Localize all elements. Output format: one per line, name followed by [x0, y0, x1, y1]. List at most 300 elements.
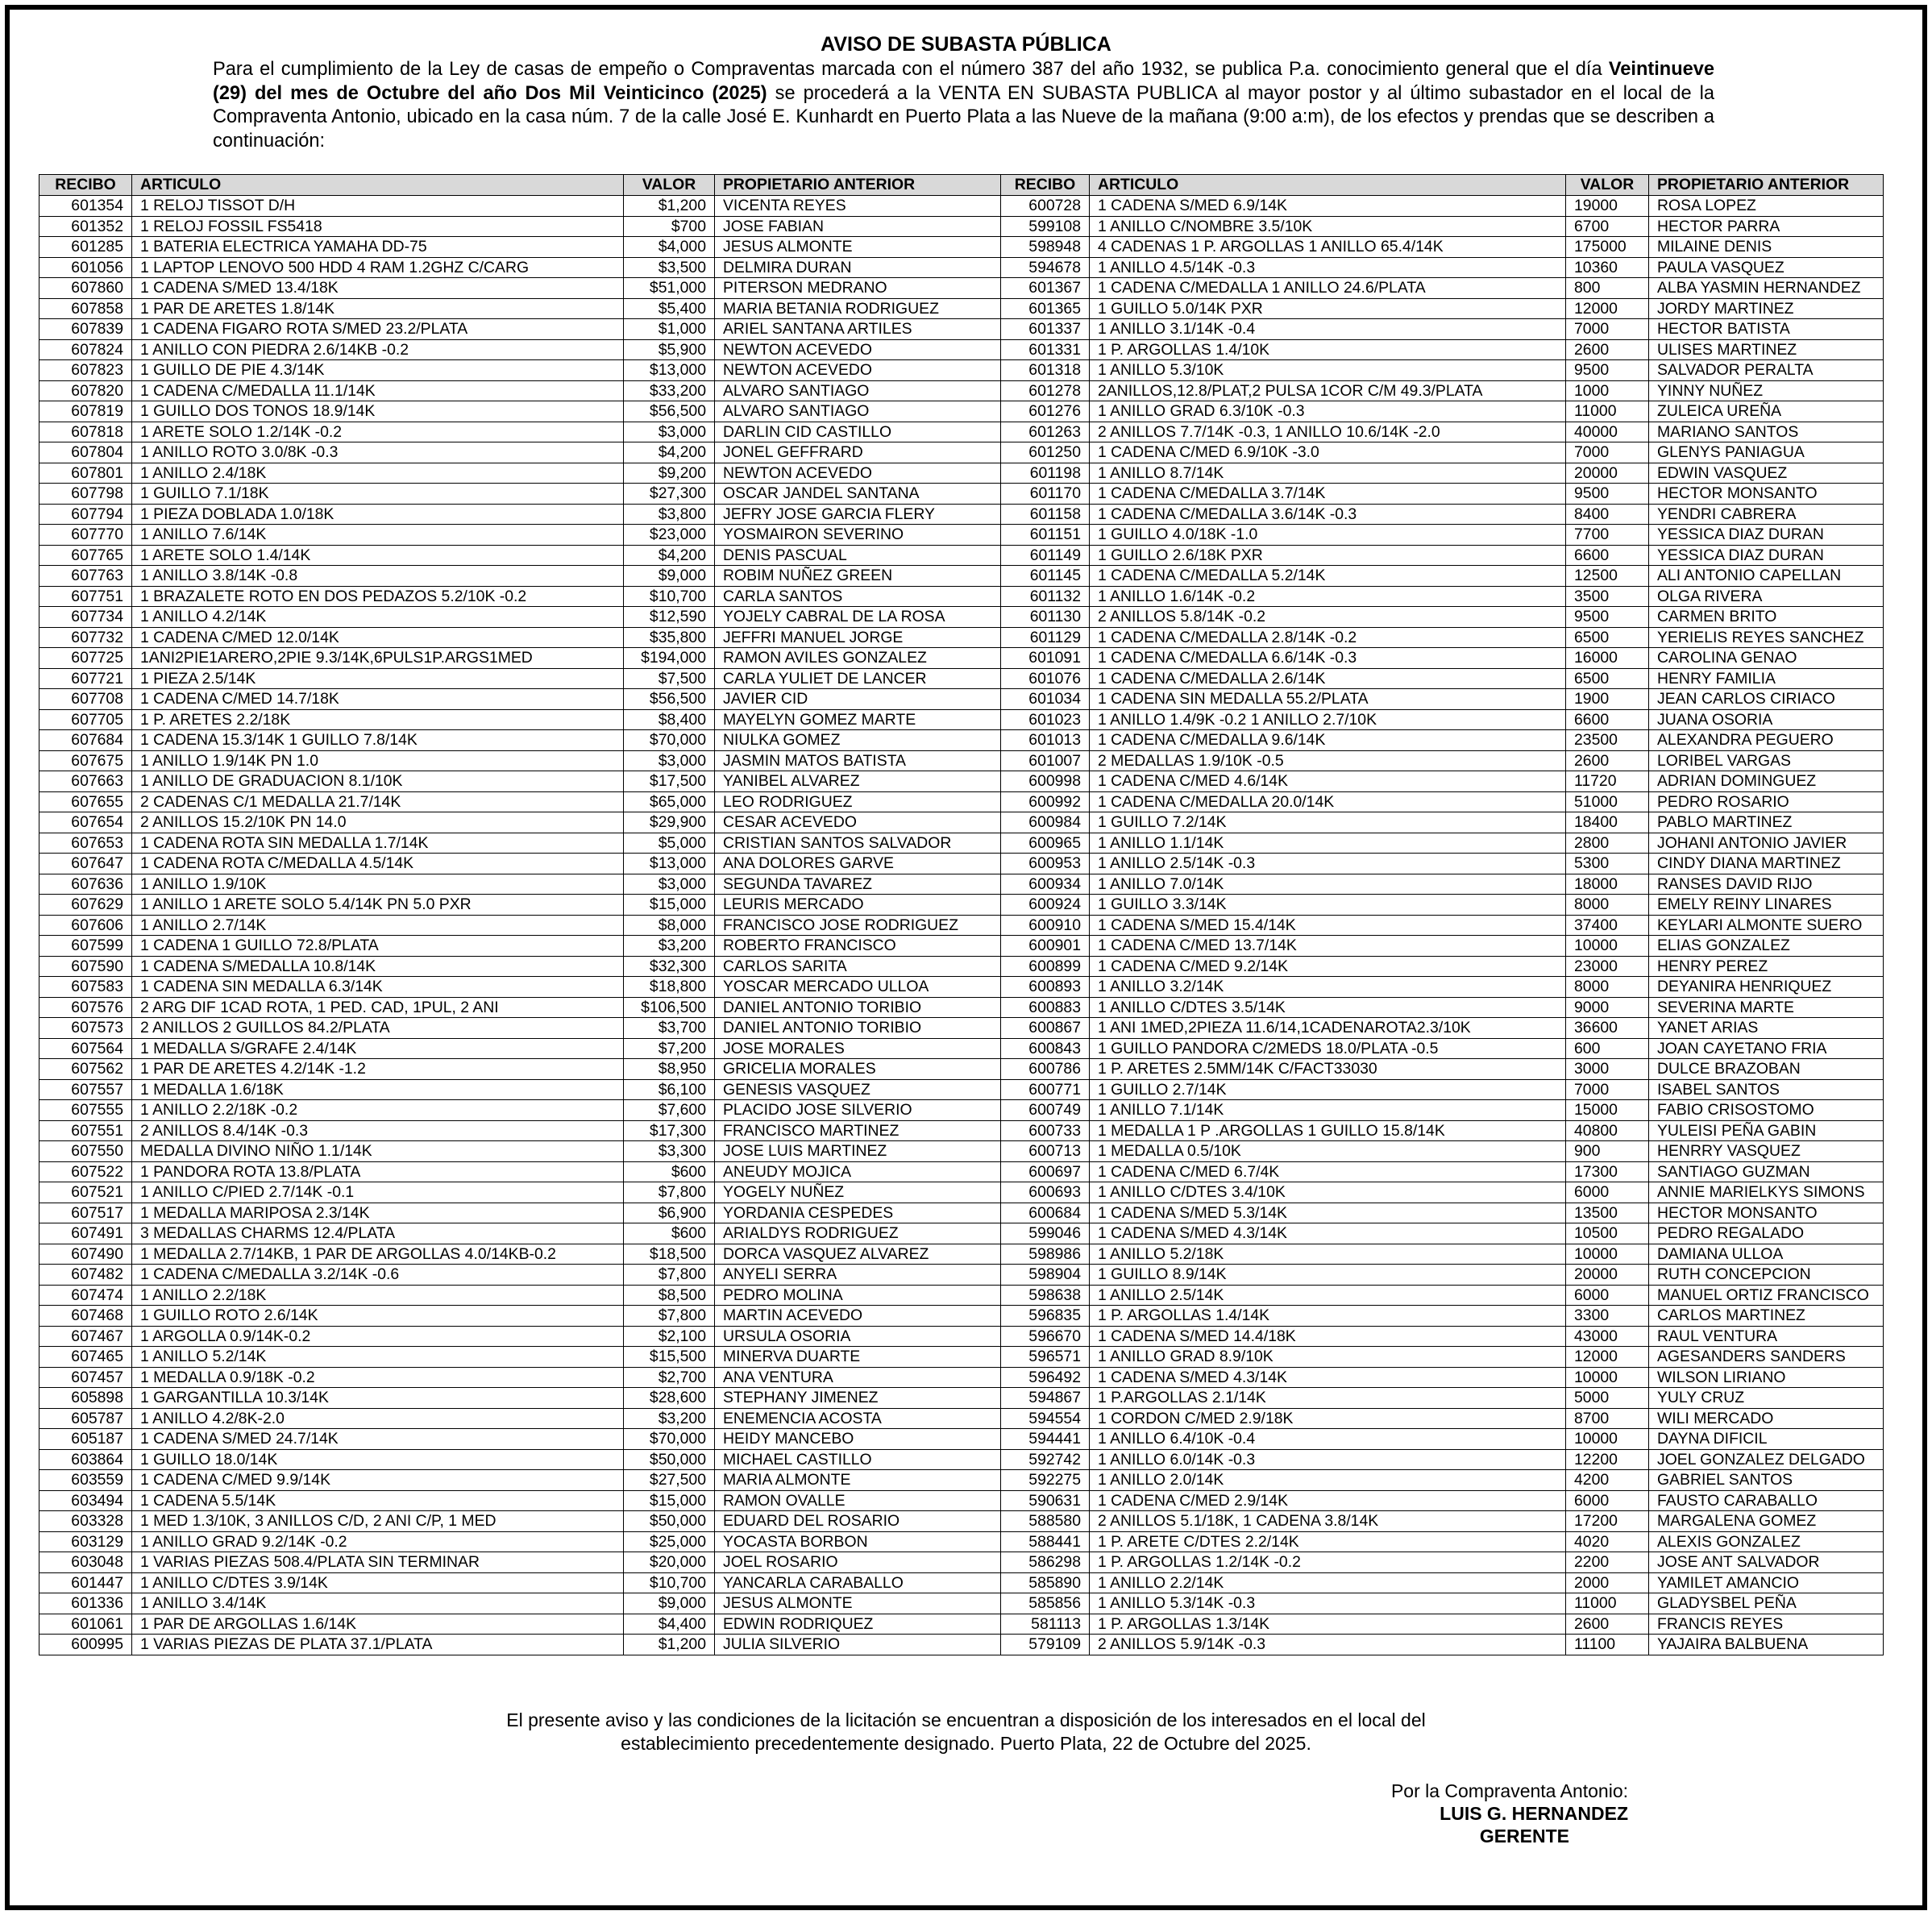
cell-articulo: 1 ANILLO 1.9/10K	[132, 874, 624, 895]
cell-valor-2: 6500	[1566, 627, 1649, 648]
cell-articulo: 2 ANILLOS 2 GUILLOS 84.2/PLATA	[132, 1018, 624, 1039]
cell-valor: $10,700	[624, 586, 715, 607]
cell-recibo: 607655	[39, 791, 132, 812]
table-row	[39, 709, 1884, 730]
cell-recibo: 607801	[39, 463, 132, 484]
cell-recibo: 607557	[39, 1079, 132, 1100]
cell-articulo-2: 2 ANILLOS 5.8/14K -0.2	[1090, 607, 1566, 628]
cell-valor: $3,200	[624, 936, 715, 957]
cell-propietario: ANEUDY MOJICA	[715, 1161, 1001, 1182]
cell-recibo-2: 601013	[1001, 730, 1090, 751]
cell-articulo: 1 ARGOLLA 0.9/14K-0.2	[132, 1326, 624, 1347]
cell-valor: $13,000	[624, 360, 715, 381]
col-header-propietario: PROPIETARIO ANTERIOR	[715, 175, 1001, 196]
table-row	[39, 977, 1884, 998]
cell-articulo: 1 ANILLO 3.8/14K -0.8	[132, 566, 624, 587]
cell-recibo-2: 594554	[1001, 1408, 1090, 1429]
table-row	[39, 401, 1884, 422]
cell-articulo: 2 ANILLOS 8.4/14K -0.3	[132, 1120, 624, 1141]
cell-articulo: 1 ANILLO 4.2/8K-2.0	[132, 1408, 624, 1429]
cell-valor: $3,200	[624, 1408, 715, 1429]
cell-propietario: YOSCAR MERCADO ULLOA	[715, 977, 1001, 998]
cell-recibo-2: 600992	[1001, 791, 1090, 812]
cell-articulo: 1 ANILLO 1.9/14K PN 1.0	[132, 750, 624, 771]
cell-valor: $7,600	[624, 1100, 715, 1121]
cell-valor: $33,200	[624, 380, 715, 401]
table-row	[39, 730, 1884, 751]
cell-propietario: STEPHANY JIMENEZ	[715, 1388, 1001, 1409]
cell-recibo: 601285	[39, 237, 132, 258]
cell-articulo: 1 ANILLO CON PIEDRA 2.6/14KB -0.2	[132, 339, 624, 360]
cell-propietario: DANIEL ANTONIO TORIBIO	[715, 997, 1001, 1018]
cell-valor: $3,000	[624, 422, 715, 442]
cell-valor: $5,900	[624, 339, 715, 360]
cell-valor-2: 10000	[1566, 1429, 1649, 1450]
cell-articulo: 1 GUILLO DE PIE 4.3/14K	[132, 360, 624, 381]
cell-propietario-2: HECTOR MONSANTO	[1649, 484, 1884, 505]
cell-recibo-2: 601337	[1001, 319, 1090, 340]
cell-recibo-2: 586298	[1001, 1552, 1090, 1573]
cell-propietario: RAMON OVALLE	[715, 1490, 1001, 1511]
cell-recibo-2: 601149	[1001, 545, 1090, 566]
cell-recibo-2: 600843	[1001, 1038, 1090, 1059]
cell-propietario-2: ALBA YASMIN HERNANDEZ	[1649, 278, 1884, 299]
cell-recibo: 605787	[39, 1408, 132, 1429]
cell-propietario: EDUARD DEL ROSARIO	[715, 1511, 1001, 1532]
cell-valor-2: 5000	[1566, 1388, 1649, 1409]
col-header-articulo: ARTICULO	[132, 175, 624, 196]
cell-recibo-2: 600910	[1001, 915, 1090, 936]
cell-recibo-2: 601129	[1001, 627, 1090, 648]
table-row	[39, 1593, 1884, 1614]
table-row	[39, 648, 1884, 669]
cell-articulo: 1 CADENA 5.5/14K	[132, 1490, 624, 1511]
cell-valor-2: 13500	[1566, 1203, 1649, 1223]
cell-valor-2: 3000	[1566, 1059, 1649, 1080]
cell-propietario-2: ISABEL SANTOS	[1649, 1079, 1884, 1100]
cell-valor-2: 4020	[1566, 1531, 1649, 1552]
cell-articulo-2: 1 MEDALLA 0.5/10K	[1090, 1141, 1566, 1162]
cell-propietario: LEO RODRIGUEZ	[715, 791, 1001, 812]
cell-articulo: 1 CADENA C/MED 12.0/14K	[132, 627, 624, 648]
cell-valor-2: 3300	[1566, 1306, 1649, 1327]
cell-articulo-2: 1 CADENA C/MEDALLA 20.0/14K	[1090, 791, 1566, 812]
table-row	[39, 1306, 1884, 1327]
table-row	[39, 545, 1884, 566]
cell-propietario: CARLA SANTOS	[715, 586, 1001, 607]
table-row	[39, 525, 1884, 546]
cell-articulo: 1 PAR DE ARETES 1.8/14K	[132, 298, 624, 319]
table-row	[39, 812, 1884, 833]
cell-articulo-2: 1 ANILLO 1.6/14K -0.2	[1090, 586, 1566, 607]
cell-valor: $5,400	[624, 298, 715, 319]
cell-propietario-2: AGESANDERS SANDERS	[1649, 1347, 1884, 1368]
signature-role: GERENTE	[1479, 1826, 1569, 1846]
cell-articulo: 1 ANILLO 7.6/14K	[132, 525, 624, 546]
cell-articulo-2: 1 CADENA C/MEDALLA 9.6/14K	[1090, 730, 1566, 751]
cell-propietario: DELMIRA DURAN	[715, 257, 1001, 278]
cell-articulo-2: 1 P. ARGOLLAS 1.2/14K -0.2	[1090, 1552, 1566, 1573]
cell-recibo-2: 598904	[1001, 1265, 1090, 1286]
cell-articulo-2: 1 CADENA C/MED 4.6/14K	[1090, 771, 1566, 792]
cell-valor: $7,800	[624, 1306, 715, 1327]
cell-articulo: 1 CADENA ROTA C/MEDALLA 4.5/14K	[132, 854, 624, 874]
cell-propietario: MICHAEL CASTILLO	[715, 1449, 1001, 1470]
cell-valor: $17,300	[624, 1120, 715, 1141]
cell-valor-2: 23500	[1566, 730, 1649, 751]
cell-valor: $56,500	[624, 401, 715, 422]
cell-articulo-2: 1 ANILLO 5.3/14K -0.3	[1090, 1593, 1566, 1614]
cell-valor: $8,400	[624, 709, 715, 730]
cell-recibo-2: 600693	[1001, 1182, 1090, 1203]
cell-recibo: 607654	[39, 812, 132, 833]
cell-articulo-2: 1 CADENA C/MED 13.7/14K	[1090, 936, 1566, 957]
cell-articulo-2: 2 ANILLOS 5.1/18K, 1 CADENA 3.8/14K	[1090, 1511, 1566, 1532]
cell-articulo: 1ANI2PIE1ARERO,2PIE 9.3/14K,6PULS1P.ARGS1MED	[132, 648, 624, 669]
cell-valor: $3,800	[624, 504, 715, 525]
cell-valor-2: 17200	[1566, 1511, 1649, 1532]
cell-recibo: 607819	[39, 401, 132, 422]
table-row	[39, 380, 1884, 401]
cell-valor: $9,200	[624, 463, 715, 484]
cell-recibo-2: 585890	[1001, 1572, 1090, 1593]
table-row	[39, 771, 1884, 792]
table-row	[39, 895, 1884, 916]
cell-propietario-2: PEDRO ROSARIO	[1649, 791, 1884, 812]
cell-recibo-2: 600684	[1001, 1203, 1090, 1223]
cell-articulo-2: 1 ANILLO 2.0/14K	[1090, 1470, 1566, 1491]
table-row	[39, 1572, 1884, 1593]
table-row	[39, 1141, 1884, 1162]
cell-articulo: 1 ANILLO 2.7/14K	[132, 915, 624, 936]
cell-valor-2: 23000	[1566, 956, 1649, 977]
cell-recibo-2: 601331	[1001, 339, 1090, 360]
cell-recibo: 601352	[39, 216, 132, 237]
cell-propietario-2: FRANCIS REYES	[1649, 1614, 1884, 1635]
cell-recibo-2: 601091	[1001, 648, 1090, 669]
cell-recibo-2: 601365	[1001, 298, 1090, 319]
cell-propietario-2: MARIANO SANTOS	[1649, 422, 1884, 442]
cell-propietario: OSCAR JANDEL SANTANA	[715, 484, 1001, 505]
cell-articulo: 1 CADENA S/MED 24.7/14K	[132, 1429, 624, 1450]
table-row	[39, 1490, 1884, 1511]
cell-recibo: 605187	[39, 1429, 132, 1450]
cell-recibo-2: 585856	[1001, 1593, 1090, 1614]
table-row	[39, 1326, 1884, 1347]
cell-valor-2: 19000	[1566, 196, 1649, 217]
cell-propietario-2: YESSICA DIAZ DURAN	[1649, 545, 1884, 566]
cell-propietario: JEFFRI MANUEL JORGE	[715, 627, 1001, 648]
cell-articulo: 1 GUILLO 7.1/18K	[132, 484, 624, 505]
cell-recibo-2: 601367	[1001, 278, 1090, 299]
cell-articulo: 1 CADENA 1 GUILLO 72.8/PLATA	[132, 936, 624, 957]
cell-propietario-2: ELIAS GONZALEZ	[1649, 936, 1884, 957]
cell-recibo: 607823	[39, 360, 132, 381]
cell-articulo-2: 1 CADENA C/MEDALLA 3.6/14K -0.3	[1090, 504, 1566, 525]
table-row	[39, 1244, 1884, 1265]
cell-articulo-2: 1 P. ARETES 2.5MM/14K C/FACT33030	[1090, 1059, 1566, 1080]
cell-propietario-2: YANET ARIAS	[1649, 1018, 1884, 1039]
cell-valor: $20,000	[624, 1552, 715, 1573]
cell-articulo-2: 1 CADENA C/MED 2.9/14K	[1090, 1490, 1566, 1511]
cell-propietario: ANA VENTURA	[715, 1367, 1001, 1388]
cell-propietario-2: DULCE BRAZOBAN	[1649, 1059, 1884, 1080]
cell-recibo: 607491	[39, 1223, 132, 1244]
cell-propietario-2: JOEL GONZALEZ DELGADO	[1649, 1449, 1884, 1470]
cell-articulo-2: 1 P. ARGOLLAS 1.4/14K	[1090, 1306, 1566, 1327]
cell-articulo: 1 ANILLO C/DTES 3.9/14K	[132, 1572, 624, 1593]
cell-valor-2: 9500	[1566, 607, 1649, 628]
table-row	[39, 1429, 1884, 1450]
cell-recibo: 607675	[39, 750, 132, 771]
table-row	[39, 833, 1884, 854]
table-row	[39, 1120, 1884, 1141]
cell-articulo: 1 PIEZA 2.5/14K	[132, 668, 624, 689]
cell-recibo: 607653	[39, 833, 132, 854]
cell-valor: $51,000	[624, 278, 715, 299]
cell-valor: $10,700	[624, 1572, 715, 1593]
cell-valor-2: 10500	[1566, 1223, 1649, 1244]
cell-recibo: 603864	[39, 1449, 132, 1470]
cell-recibo: 607798	[39, 484, 132, 505]
cell-propietario: YOSMAIRON SEVERINO	[715, 525, 1001, 546]
cell-recibo-2: 600749	[1001, 1100, 1090, 1121]
cell-valor: $9,000	[624, 566, 715, 587]
cell-propietario-2: ROSA LOPEZ	[1649, 196, 1884, 217]
cell-recibo: 607763	[39, 566, 132, 587]
cell-articulo: 1 ANILLO 4.2/14K	[132, 607, 624, 628]
cell-articulo-2: 1 GUILLO 4.0/18K -1.0	[1090, 525, 1566, 546]
cell-propietario: YOJELY CABRAL DE LA ROSA	[715, 607, 1001, 628]
cell-articulo-2: 1 CADENA S/MED 15.4/14K	[1090, 915, 1566, 936]
cell-propietario: RAMON AVILES GONZALEZ	[715, 648, 1001, 669]
cell-recibo-2: 598638	[1001, 1285, 1090, 1306]
cell-articulo: 1 VARIAS PIEZAS 508.4/PLATA SIN TERMINAR	[132, 1552, 624, 1573]
cell-propietario-2: KEYLARI ALMONTE SUERO	[1649, 915, 1884, 936]
cell-recibo-2: 600728	[1001, 196, 1090, 217]
cell-propietario: LEURIS MERCADO	[715, 895, 1001, 916]
cell-articulo-2: 1 ANILLO 2.5/14K -0.3	[1090, 854, 1566, 874]
cell-valor-2: 10000	[1566, 936, 1649, 957]
cell-articulo-2: 1 P. ARETE C/DTES 2.2/14K	[1090, 1531, 1566, 1552]
cell-valor: $600	[624, 1223, 715, 1244]
cell-articulo-2: 1 ANILLO GRAD 8.9/10K	[1090, 1347, 1566, 1368]
cell-articulo-2: 1 ANILLO 6.4/10K -0.4	[1090, 1429, 1566, 1450]
cell-recibo: 607599	[39, 936, 132, 957]
cell-articulo-2: 1 CADENA C/MEDALLA 2.6/14K	[1090, 668, 1566, 689]
cell-valor: $5,000	[624, 833, 715, 854]
table-row	[39, 668, 1884, 689]
cell-recibo: 607467	[39, 1326, 132, 1347]
cell-valor-2: 18400	[1566, 812, 1649, 833]
cell-articulo-2: 1 CADENA S/MED 4.3/14K	[1090, 1367, 1566, 1388]
cell-valor-2: 43000	[1566, 1326, 1649, 1347]
cell-propietario: EDWIN RODRIQUEZ	[715, 1614, 1001, 1635]
cell-propietario: ARIEL SANTANA ARTILES	[715, 319, 1001, 340]
cell-articulo: 1 PAR DE ARETES 4.2/14K -1.2	[132, 1059, 624, 1080]
cell-articulo: 1 MEDALLA S/GRAFE 2.4/14K	[132, 1038, 624, 1059]
cell-recibo-2: 601132	[1001, 586, 1090, 607]
cell-recibo: 607522	[39, 1161, 132, 1182]
footer-line-1: El presente aviso y las condiciones de la licitación se encuentran a disposición de los interesados en el local del	[506, 1709, 1426, 1730]
cell-recibo-2: 592742	[1001, 1449, 1090, 1470]
intro-text-1: Para el cumplimiento de la Ley de casas de empeño o Compraventas marcada con el número 387 del año 1932, se publica P.a. conocimiento general que el día	[213, 59, 1602, 80]
cell-articulo: 1 CADENA C/MED 14.7/18K	[132, 689, 624, 710]
cell-valor-2: 6500	[1566, 668, 1649, 689]
cell-recibo: 607564	[39, 1038, 132, 1059]
cell-valor-2: 12200	[1566, 1449, 1649, 1470]
col-header-recibo-2: RECIBO	[1001, 175, 1090, 196]
cell-valor: $70,000	[624, 1429, 715, 1450]
cell-valor: $8,000	[624, 915, 715, 936]
cell-articulo-2: 1 ANILLO C/NOMBRE 3.5/10K	[1090, 216, 1566, 237]
cell-valor-2: 11000	[1566, 401, 1649, 422]
cell-valor: $50,000	[624, 1511, 715, 1532]
cell-valor: $29,900	[624, 812, 715, 833]
cell-propietario: HEIDY MANCEBO	[715, 1429, 1001, 1450]
cell-articulo: 1 CADENA ROTA SIN MEDALLA 1.7/14K	[132, 833, 624, 854]
cell-propietario-2: PAULA VASQUEZ	[1649, 257, 1884, 278]
cell-propietario: JOSE FABIAN	[715, 216, 1001, 237]
cell-articulo: 1 ANILLO 3.4/14K	[132, 1593, 624, 1614]
cell-articulo-2: 1 ANILLO 7.0/14K	[1090, 874, 1566, 895]
cell-propietario: PITERSON MEDRANO	[715, 278, 1001, 299]
table-row	[39, 1367, 1884, 1388]
cell-articulo: 1 ANILLO 2.2/18K -0.2	[132, 1100, 624, 1121]
cell-recibo: 607765	[39, 545, 132, 566]
cell-propietario-2: ALEXANDRA PEGUERO	[1649, 730, 1884, 751]
table-row	[39, 1388, 1884, 1409]
cell-recibo: 607562	[39, 1059, 132, 1080]
cell-propietario: JOEL ROSARIO	[715, 1552, 1001, 1573]
cell-articulo-2: 1 P.ARGOLLAS 2.1/14K	[1090, 1388, 1566, 1409]
cell-recibo-2: 594441	[1001, 1429, 1090, 1450]
cell-propietario: JOSE LUIS MARTINEZ	[715, 1141, 1001, 1162]
cell-valor: $2,100	[624, 1326, 715, 1347]
cell-valor-2: 36600	[1566, 1018, 1649, 1039]
cell-recibo-2: 601145	[1001, 566, 1090, 587]
table-row	[39, 874, 1884, 895]
cell-propietario: YORDANIA CESPEDES	[715, 1203, 1001, 1223]
cell-propietario-2: PEDRO REGALADO	[1649, 1223, 1884, 1244]
cell-propietario: CARLOS SARITA	[715, 956, 1001, 977]
cell-valor: $32,300	[624, 956, 715, 977]
cell-propietario: ANYELI SERRA	[715, 1265, 1001, 1286]
cell-propietario: ARIALDYS RODRIGUEZ	[715, 1223, 1001, 1244]
cell-valor: $17,500	[624, 771, 715, 792]
cell-valor-2: 1900	[1566, 689, 1649, 710]
cell-recibo-2: 601263	[1001, 422, 1090, 442]
cell-recibo-2: 590631	[1001, 1490, 1090, 1511]
cell-recibo-2: 601007	[1001, 750, 1090, 771]
cell-propietario: VICENTA REYES	[715, 196, 1001, 217]
cell-valor-2: 2200	[1566, 1552, 1649, 1573]
cell-propietario-2: ZULEICA UREÑA	[1649, 401, 1884, 422]
cell-recibo: 605898	[39, 1388, 132, 1409]
cell-recibo-2: 601151	[1001, 525, 1090, 546]
cell-valor: $56,500	[624, 689, 715, 710]
cell-propietario: CRISTIAN SANTOS SALVADOR	[715, 833, 1001, 854]
table-row	[39, 1449, 1884, 1470]
cell-articulo: 1 GUILLO ROTO 2.6/14K	[132, 1306, 624, 1327]
cell-recibo: 607725	[39, 648, 132, 669]
table-row	[39, 237, 1884, 258]
cell-valor: $3,300	[624, 1141, 715, 1162]
cell-propietario: GRICELIA MORALES	[715, 1059, 1001, 1080]
col-header-articulo-2: ARTICULO	[1090, 175, 1566, 196]
cell-valor-2: 15000	[1566, 1100, 1649, 1121]
cell-valor-2: 40800	[1566, 1120, 1649, 1141]
cell-recibo: 607734	[39, 607, 132, 628]
cell-recibo-2: 600697	[1001, 1161, 1090, 1182]
cell-propietario: MARTIN ACEVEDO	[715, 1306, 1001, 1327]
cell-recibo: 607860	[39, 278, 132, 299]
cell-recibo: 607858	[39, 298, 132, 319]
table-row	[39, 1635, 1884, 1655]
cell-propietario: CARLA YULIET DE LANCER	[715, 668, 1001, 689]
table-row	[39, 854, 1884, 874]
cell-valor-2: 800	[1566, 278, 1649, 299]
cell-valor: $3,000	[624, 874, 715, 895]
cell-articulo: 1 RELOJ FOSSIL FS5418	[132, 216, 624, 237]
cell-valor-2: 7000	[1566, 319, 1649, 340]
items-table	[39, 174, 1884, 1655]
cell-propietario-2: YAJAIRA BALBUENA	[1649, 1635, 1884, 1655]
cell-propietario-2: EDWIN VASQUEZ	[1649, 463, 1884, 484]
cell-recibo-2: 600901	[1001, 936, 1090, 957]
cell-recibo: 607551	[39, 1120, 132, 1141]
cell-recibo-2: 581113	[1001, 1614, 1090, 1635]
cell-articulo: 1 ANILLO 1 ARETE SOLO 5.4/14K PN 5.0 PXR	[132, 895, 624, 916]
cell-articulo-2: 1 CADENA S/MED 6.9/14K	[1090, 196, 1566, 217]
table-row	[39, 607, 1884, 628]
cell-valor: $50,000	[624, 1449, 715, 1470]
cell-propietario-2: GLENYS PANIAGUA	[1649, 442, 1884, 463]
cell-valor-2: 5300	[1566, 854, 1649, 874]
cell-valor: $4,200	[624, 545, 715, 566]
cell-recibo: 607550	[39, 1141, 132, 1162]
cell-articulo: 1 GUILLO DOS TONOS 18.9/14K	[132, 401, 624, 422]
cell-propietario-2: HENRY FAMILIA	[1649, 668, 1884, 689]
cell-valor: $18,800	[624, 977, 715, 998]
cell-propietario: MARIA ALMONTE	[715, 1470, 1001, 1491]
cell-recibo-2: 600984	[1001, 812, 1090, 833]
cell-valor: $15,000	[624, 895, 715, 916]
cell-articulo: 1 BRAZALETE ROTO EN DOS PEDAZOS 5.2/10K -0.2	[132, 586, 624, 607]
cell-valor-2: 600	[1566, 1038, 1649, 1059]
cell-valor-2: 11720	[1566, 771, 1649, 792]
cell-recibo-2: 601278	[1001, 380, 1090, 401]
cell-recibo: 607517	[39, 1203, 132, 1223]
cell-valor-2: 12000	[1566, 1347, 1649, 1368]
cell-valor: $3,000	[624, 750, 715, 771]
cell-propietario-2: RANSES DAVID RIJO	[1649, 874, 1884, 895]
cell-propietario-2: DEYANIRA HENRIQUEZ	[1649, 977, 1884, 998]
cell-propietario: JULIA SILVERIO	[715, 1635, 1001, 1655]
cell-articulo-2: 1 ANILLO C/DTES 3.4/10K	[1090, 1182, 1566, 1203]
cell-propietario-2: FABIO CRISOSTOMO	[1649, 1100, 1884, 1121]
cell-propietario-2: CINDY DIANA MARTINEZ	[1649, 854, 1884, 874]
cell-propietario: JESUS ALMONTE	[715, 237, 1001, 258]
table-row	[39, 1038, 1884, 1059]
cell-articulo: 1 ANILLO 2.2/18K	[132, 1285, 624, 1306]
cell-articulo: 1 CADENA C/MEDALLA 11.1/14K	[132, 380, 624, 401]
cell-propietario-2: WILI MERCADO	[1649, 1408, 1884, 1429]
cell-recibo-2: 596835	[1001, 1306, 1090, 1327]
cell-articulo: 1 MEDALLA 1.6/18K	[132, 1079, 624, 1100]
table-row	[39, 1018, 1884, 1039]
cell-valor: $194,000	[624, 648, 715, 669]
